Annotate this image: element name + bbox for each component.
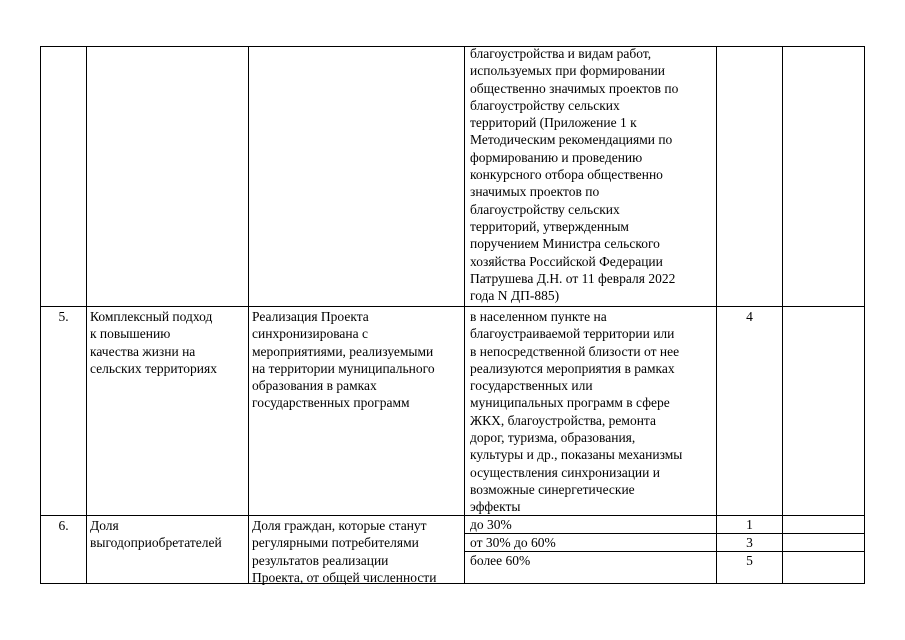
row-divider (40, 306, 865, 307)
option-score: 3 (746, 535, 753, 550)
criterion-cell: Доля выгодоприобретателей (90, 518, 222, 551)
description-cell: благоустройства и видам работ, используемых при формировании общественно значимых проектов по благоустройству сельских территорий (Приложение 1 к Методическим рекомендациями по формированию и проведению конкурсного отбора общественно значимых проектов по благоустройству сельских территорий, утвержденным поручением Министра сельского хозяйства Российской Федерации Патрушева Д.Н. от 11 февраля 2022 года N ДП-885) (470, 46, 679, 304)
option-score: 1 (746, 517, 753, 532)
table-border-top (40, 46, 865, 47)
score-cell: 4 (746, 309, 753, 324)
option-description: более 60% (470, 553, 531, 568)
column-divider (248, 46, 249, 584)
criteria-table (40, 46, 865, 584)
description-cell: в населенном пункте на благоустраиваемой территории или в непосредственной близости от нее реализуются мероприятия в рамках государственных или муниципальных программ в сфере ЖКХ, благоустройства, ремонта дорог, туризма, образования, культуры и др., показаны механизмы осуществления синхронизации и возможные синергетические эффекты (470, 309, 683, 515)
table-border-right (864, 46, 865, 584)
criterion-cell: Комплексный подход к повышению качества жизни на сельских территориях (90, 309, 217, 376)
row-number: 6. (58, 518, 69, 533)
option-score: 5 (746, 553, 753, 568)
option-description: от 30% до 60% (470, 535, 556, 550)
row-number: 5. (58, 309, 69, 324)
column-divider (464, 46, 465, 584)
indicator-cell: Реализация Проекта синхронизирована с мероприятиями, реализуемыми на территории муниципального образования в рамках государственных программ (252, 309, 435, 411)
indicator-cell: Доля граждан, которые станут регулярными потребителями результатов реализации Проекта, от общей численности (252, 518, 437, 585)
option-description: до 30% (470, 517, 512, 532)
column-divider (782, 46, 783, 584)
column-divider (86, 46, 87, 584)
